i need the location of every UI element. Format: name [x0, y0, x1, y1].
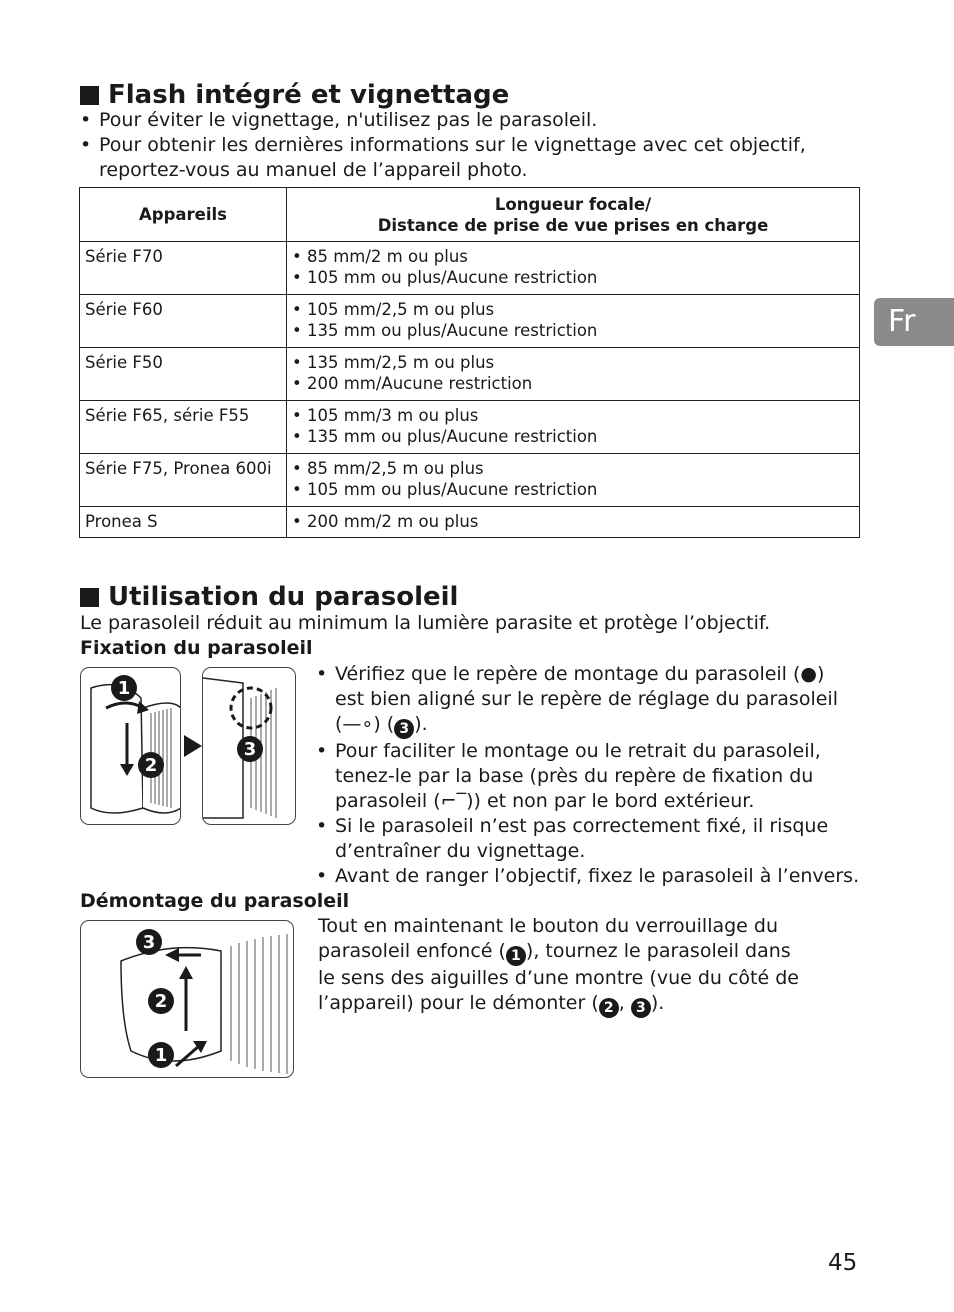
- table-cell-specs: • 85 mm/2,5 m ou plus • 105 mm ou plus/Aucune restriction: [287, 454, 860, 507]
- mount-dot-icon: ●: [800, 663, 818, 685]
- section-heading-flash-text: Flash intégré et vignettage: [108, 80, 510, 110]
- table-cell-camera: Série F60: [80, 295, 287, 348]
- step-3-inline: 3: [631, 998, 651, 1018]
- flash-bullet-list: [80, 108, 840, 183]
- table-row: [80, 295, 860, 348]
- page-number: 45: [828, 1250, 858, 1276]
- table-cell-specs: • 200 mm/2 m ou plus: [287, 507, 860, 538]
- list-item: • Si le parasoleil n’est pas correctement fixé, il risque d’entraîner du vignettage.: [316, 815, 829, 862]
- detach-figure: [80, 920, 294, 1078]
- table-cell-camera: Série F65, série F55: [80, 401, 287, 454]
- list-item: • Vérifiez que le repère de montage du parasoleil (●) est bien aligné sur le repère de réglage du parasoleil (—∘) ( 3 ).: [316, 663, 838, 737]
- attach-subheading: Fixation du parasoleil: [80, 637, 313, 659]
- language-tab: Fr: [874, 298, 954, 346]
- vignetting-table: [79, 187, 860, 538]
- square-bullet-icon: [80, 86, 99, 105]
- step-3-marker: 3: [136, 929, 162, 955]
- table-row: [80, 348, 860, 401]
- table-cell-camera: Pronea S: [80, 507, 287, 538]
- attach-bullet-list: [316, 662, 860, 889]
- step-1-marker: 1: [111, 675, 137, 701]
- table-cell-specs: • 105 mm/3 m ou plus • 135 mm ou plus/Aucune restriction: [287, 401, 860, 454]
- section-heading-hood-text: Utilisation du parasoleil: [108, 582, 459, 612]
- attach-figure-2: [202, 667, 296, 825]
- table-row: [80, 242, 860, 295]
- table-header-row: [80, 188, 860, 242]
- table-cell-specs: • 105 mm/2,5 m ou plus • 135 mm ou plus/Aucune restriction: [287, 295, 860, 348]
- lens-hood-detach-illustration: [81, 921, 294, 1078]
- detach-paragraph: Tout en maintenant le bouton du verrouillage du parasoleil enfoncé ( 1 ), tournez le parasoleil dans le sens des aiguilles d’une montre (vue du côté de l’appareil) pour le démonter ( 2 , 3 ).: [318, 915, 799, 1016]
- hood-mark-icon: —∘: [342, 713, 374, 735]
- table-header-cameras: Appareils: [80, 188, 287, 242]
- bayonet-mark-icon: ⌐‾: [440, 790, 467, 812]
- table-cell-camera: Série F70: [80, 242, 287, 295]
- attach-figure-1: [80, 667, 181, 825]
- list-item: • Pour obtenir les dernières informations sur le vignettage avec cet objectif, reportez-vous au manuel de l’appareil photo.: [80, 134, 806, 181]
- list-item: • Avant de ranger l’objectif, fixez le parasoleil à l’envers.: [316, 865, 860, 887]
- step-3-marker: 3: [237, 736, 263, 762]
- step-1-inline: 1: [506, 946, 526, 966]
- section-heading-flash: [80, 80, 509, 110]
- step-2-marker: 2: [138, 752, 164, 778]
- detach-subheading: Démontage du parasoleil: [80, 890, 350, 912]
- table-row: [80, 507, 860, 538]
- table-cell-camera: Série F75, Pronea 600i: [80, 454, 287, 507]
- table-header-focal: Longueur focale/ Distance de prise de vue prises en charge: [287, 188, 860, 242]
- list-item: • Pour éviter le vignettage, n'utilisez pas le parasoleil.: [80, 109, 598, 131]
- section-heading-hood: [80, 582, 458, 612]
- step-2-inline: 2: [599, 998, 619, 1018]
- arrow-right-icon: [184, 735, 202, 757]
- list-item: • Pour faciliter le montage ou le retrait du parasoleil, tenez-le par la base (près du repère de fixation du parasoleil (⌐‾)) et non par le bord extérieur.: [316, 740, 821, 812]
- table-row: [80, 454, 860, 507]
- step-3-inline: 3: [394, 719, 414, 739]
- step-2-marker: 2: [148, 988, 174, 1014]
- table-cell-camera: Série F50: [80, 348, 287, 401]
- table-cell-specs: • 135 mm/2,5 m ou plus • 200 mm/Aucune restriction: [287, 348, 860, 401]
- step-1-marker: 1: [148, 1042, 174, 1068]
- table-cell-specs: • 85 mm/2 m ou plus • 105 mm ou plus/Aucune restriction: [287, 242, 860, 295]
- table-row: [80, 401, 860, 454]
- hood-intro: Le parasoleil réduit au minimum la lumière parasite et protège l’objectif.: [80, 612, 771, 634]
- square-bullet-icon: [80, 588, 99, 607]
